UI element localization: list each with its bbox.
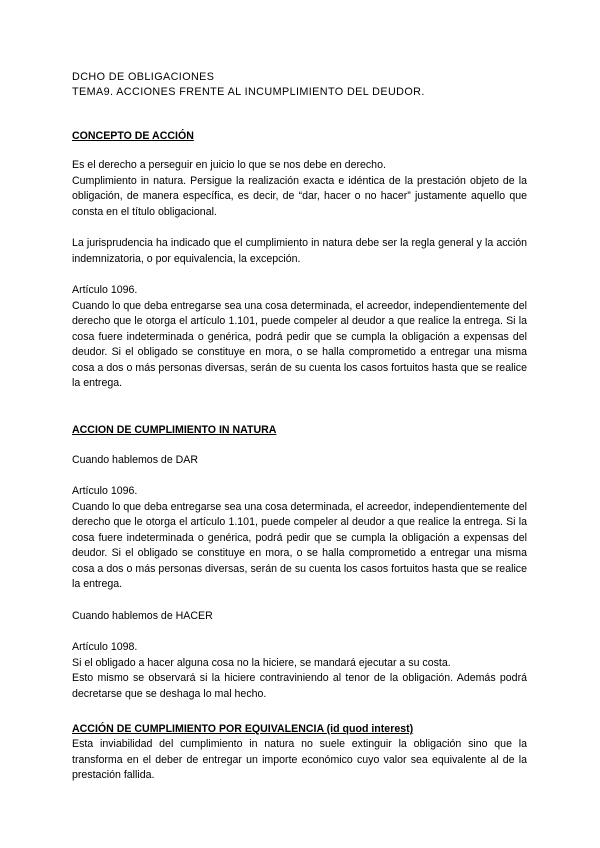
document-page <box>72 70 527 784</box>
paragraph-hacer: Cuando hablemos de HACER <box>72 609 213 622</box>
article-label: Artículo 1096. <box>72 284 138 296</box>
paragraph-definition: Es el derecho a perseguir en juicio lo que se nos debe en derecho. <box>72 159 386 171</box>
article-text: Cuando lo que deba entregarse sea una cosa determinada, el acreedor, independientemente del derecho que le otorga el artículo 1.101, puede compeler al deudor a que realice la entrega. Si la cosa fuere indeterminada o genérica, podrá pedir que se cumpla la obligación a expensas del deudor. Si el obligado se constituye en mora, o se halla comprometido a entregar una misma cosa a dos o más personas diversas, serán de su cuenta los casos fortuitos hasta que se realice la entrega. <box>72 299 527 389</box>
article-text: Cuando lo que deba entregarse sea una cosa determinada, el acreedor, independientemente del derecho que le otorga el artículo 1.101, puede compeler al deudor a que realice la entrega. Si la cosa fuere indeterminada o genérica, podrá pedir que se cumpla la obligación a expensas del deudor. Si el obligado se constituye en mora, o se halla comprometido a entregar una misma cosa a dos o más personas diversas, serán de su cuenta los casos fortuitos hasta que se realice la entrega. <box>72 500 527 590</box>
article-text-line: Si el obligado a hacer alguna cosa no la hiciere, se mandará ejecutar a su costa. <box>72 656 451 669</box>
paragraph-dar: Cuando hablemos de DAR <box>72 453 199 466</box>
article-label: Artículo 1098. <box>72 641 138 653</box>
section-title-equivalencia: ACCIÓN DE CUMPLIMIENTO POR EQUIVALENCIA (id quod interest) <box>72 723 414 735</box>
paragraph-equivalencia: Esta inviabilidad del cumplimiento in natura no suele extinguir la obligación sino que la transforma en el deber de entregar un importe económico cuyo valor sea equivalente al de la prestación fallida. <box>72 738 527 781</box>
document-subject: DCHO DE OBLIGACIONES <box>72 71 215 83</box>
document-topic: TEMA9. ACCIONES FRENTE AL INCUMPLIMIENTO DEL DEUDOR. <box>72 86 425 98</box>
paragraph-cumplimiento-natura: Cumplimiento in natura. Persigue la realización exacta e idéntica de la prestación objeto de la obligación, de manera específica, es decir, de “dar, hacer o no hacer” justamente aquello que consta en el título obligacional. <box>72 174 527 218</box>
article-text-line: Esto mismo se observará si la hiciere contraviniendo al tenor de la obligación. Además podrá decretarse que se deshaga lo mal hecho. <box>72 672 527 700</box>
section-title-concepto: CONCEPTO DE ACCIÓN <box>72 130 194 142</box>
paragraph-jurisprudencia: La jurisprudencia ha indicado que el cumplimiento in natura debe ser la regla general y la acción indemnizatoria, o por equivalencia, la excepción. <box>72 237 527 265</box>
article-label: Artículo 1096. <box>72 485 138 497</box>
section-title-cumplimiento-natura: ACCION DE CUMPLIMIENTO IN NATURA <box>72 423 277 436</box>
